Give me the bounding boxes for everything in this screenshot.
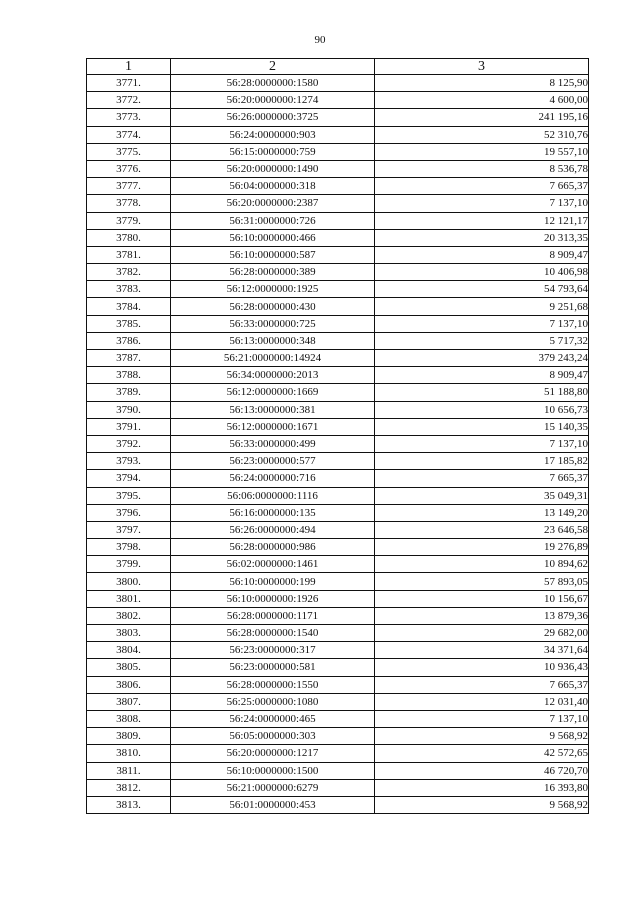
value-cell: 10 156,67 bbox=[375, 590, 589, 607]
row-number-cell: 3790. bbox=[87, 401, 171, 418]
row-number-cell: 3813. bbox=[87, 796, 171, 813]
value-cell: 23 646,58 bbox=[375, 521, 589, 538]
table-row bbox=[87, 92, 589, 109]
table-row bbox=[87, 109, 589, 126]
cadastral-number-cell: 56:28:0000000:1580 bbox=[171, 75, 375, 92]
table-row bbox=[87, 521, 589, 538]
cadastral-number-cell: 56:28:0000000:1540 bbox=[171, 625, 375, 642]
column-header-2: 2 bbox=[171, 59, 375, 75]
row-number-cell: 3794. bbox=[87, 470, 171, 487]
table-row bbox=[87, 470, 589, 487]
value-cell: 8 909,47 bbox=[375, 367, 589, 384]
value-cell: 19 276,89 bbox=[375, 539, 589, 556]
table-row bbox=[87, 762, 589, 779]
table-row bbox=[87, 590, 589, 607]
table-row bbox=[87, 693, 589, 710]
value-cell: 4 600,00 bbox=[375, 92, 589, 109]
row-number-cell: 3792. bbox=[87, 435, 171, 452]
cadastral-number-cell: 56:23:0000000:577 bbox=[171, 453, 375, 470]
table-row bbox=[87, 710, 589, 727]
cadastral-number-cell: 56:13:0000000:381 bbox=[171, 401, 375, 418]
value-cell: 54 793,64 bbox=[375, 281, 589, 298]
row-number-cell: 3803. bbox=[87, 625, 171, 642]
cadastral-number-cell: 56:33:0000000:499 bbox=[171, 435, 375, 452]
row-number-cell: 3785. bbox=[87, 315, 171, 332]
value-cell: 7 665,37 bbox=[375, 470, 589, 487]
cadastral-number-cell: 56:04:0000000:318 bbox=[171, 178, 375, 195]
table-row bbox=[87, 212, 589, 229]
row-number-cell: 3788. bbox=[87, 367, 171, 384]
value-cell: 12 031,40 bbox=[375, 693, 589, 710]
row-number-cell: 3778. bbox=[87, 195, 171, 212]
value-cell: 8 125,90 bbox=[375, 75, 589, 92]
value-cell: 51 188,80 bbox=[375, 384, 589, 401]
cadastral-number-cell: 56:10:0000000:199 bbox=[171, 573, 375, 590]
cadastral-number-cell: 56:21:0000000:6279 bbox=[171, 779, 375, 796]
table-row bbox=[87, 384, 589, 401]
table-row bbox=[87, 539, 589, 556]
column-header-1: 1 bbox=[87, 59, 171, 75]
value-cell: 7 665,37 bbox=[375, 178, 589, 195]
row-number-cell: 3784. bbox=[87, 298, 171, 315]
table-row bbox=[87, 264, 589, 281]
row-number-cell: 3774. bbox=[87, 126, 171, 143]
table-row bbox=[87, 367, 589, 384]
cadastral-number-cell: 56:25:0000000:1080 bbox=[171, 693, 375, 710]
row-number-cell: 3801. bbox=[87, 590, 171, 607]
value-cell: 46 720,70 bbox=[375, 762, 589, 779]
cadastral-number-cell: 56:28:0000000:1550 bbox=[171, 676, 375, 693]
value-cell: 10 656,73 bbox=[375, 401, 589, 418]
table-row bbox=[87, 143, 589, 160]
row-number-cell: 3810. bbox=[87, 745, 171, 762]
table-row bbox=[87, 607, 589, 624]
value-cell: 12 121,17 bbox=[375, 212, 589, 229]
table-row bbox=[87, 435, 589, 452]
cadastral-number-cell: 56:20:0000000:2387 bbox=[171, 195, 375, 212]
value-cell: 7 137,10 bbox=[375, 195, 589, 212]
value-cell: 9 251,68 bbox=[375, 298, 589, 315]
cadastral-number-cell: 56:28:0000000:986 bbox=[171, 539, 375, 556]
cadastral-number-cell: 56:10:0000000:1500 bbox=[171, 762, 375, 779]
row-number-cell: 3775. bbox=[87, 143, 171, 160]
table-row bbox=[87, 75, 589, 92]
table-row bbox=[87, 659, 589, 676]
row-number-cell: 3812. bbox=[87, 779, 171, 796]
table-row bbox=[87, 126, 589, 143]
cadastral-number-cell: 56:10:0000000:466 bbox=[171, 229, 375, 246]
row-number-cell: 3806. bbox=[87, 676, 171, 693]
table-row bbox=[87, 625, 589, 642]
table-row bbox=[87, 676, 589, 693]
row-number-cell: 3777. bbox=[87, 178, 171, 195]
cadastral-number-cell: 56:20:0000000:1490 bbox=[171, 160, 375, 177]
row-number-cell: 3782. bbox=[87, 264, 171, 281]
row-number-cell: 3796. bbox=[87, 504, 171, 521]
row-number-cell: 3776. bbox=[87, 160, 171, 177]
data-table bbox=[86, 58, 589, 814]
value-cell: 34 371,64 bbox=[375, 642, 589, 659]
row-number-cell: 3809. bbox=[87, 728, 171, 745]
cadastral-number-cell: 56:31:0000000:726 bbox=[171, 212, 375, 229]
table-row bbox=[87, 315, 589, 332]
cadastral-number-cell: 56:05:0000000:303 bbox=[171, 728, 375, 745]
row-number-cell: 3798. bbox=[87, 539, 171, 556]
row-number-cell: 3795. bbox=[87, 487, 171, 504]
cadastral-number-cell: 56:24:0000000:903 bbox=[171, 126, 375, 143]
value-cell: 10 406,98 bbox=[375, 264, 589, 281]
cadastral-number-cell: 56:13:0000000:348 bbox=[171, 332, 375, 349]
value-cell: 10 894,62 bbox=[375, 556, 589, 573]
cadastral-number-cell: 56:28:0000000:389 bbox=[171, 264, 375, 281]
table-row bbox=[87, 796, 589, 813]
value-cell: 9 568,92 bbox=[375, 796, 589, 813]
cadastral-number-cell: 56:26:0000000:3725 bbox=[171, 109, 375, 126]
value-cell: 42 572,65 bbox=[375, 745, 589, 762]
table-body bbox=[87, 75, 589, 814]
row-number-cell: 3779. bbox=[87, 212, 171, 229]
cadastral-number-cell: 56:26:0000000:494 bbox=[171, 521, 375, 538]
cadastral-number-cell: 56:02:0000000:1461 bbox=[171, 556, 375, 573]
row-number-cell: 3781. bbox=[87, 246, 171, 263]
row-number-cell: 3802. bbox=[87, 607, 171, 624]
cadastral-number-cell: 56:24:0000000:716 bbox=[171, 470, 375, 487]
value-cell: 15 140,35 bbox=[375, 418, 589, 435]
cadastral-number-cell: 56:10:0000000:1926 bbox=[171, 590, 375, 607]
value-cell: 8 909,47 bbox=[375, 246, 589, 263]
row-number-cell: 3793. bbox=[87, 453, 171, 470]
table-row bbox=[87, 178, 589, 195]
value-cell: 20 313,35 bbox=[375, 229, 589, 246]
value-cell: 241 195,16 bbox=[375, 109, 589, 126]
table-row bbox=[87, 281, 589, 298]
row-number-cell: 3787. bbox=[87, 350, 171, 367]
cadastral-number-cell: 56:20:0000000:1274 bbox=[171, 92, 375, 109]
cadastral-number-cell: 56:24:0000000:465 bbox=[171, 710, 375, 727]
value-cell: 9 568,92 bbox=[375, 728, 589, 745]
value-cell: 17 185,82 bbox=[375, 453, 589, 470]
row-number-cell: 3789. bbox=[87, 384, 171, 401]
row-number-cell: 3804. bbox=[87, 642, 171, 659]
value-cell: 7 137,10 bbox=[375, 435, 589, 452]
table-row bbox=[87, 504, 589, 521]
value-cell: 13 879,36 bbox=[375, 607, 589, 624]
row-number-cell: 3791. bbox=[87, 418, 171, 435]
cadastral-number-cell: 56:01:0000000:453 bbox=[171, 796, 375, 813]
table-row bbox=[87, 453, 589, 470]
table-row bbox=[87, 160, 589, 177]
cadastral-number-cell: 56:28:0000000:1171 bbox=[171, 607, 375, 624]
row-number-cell: 3807. bbox=[87, 693, 171, 710]
value-cell: 35 049,31 bbox=[375, 487, 589, 504]
row-number-cell: 3799. bbox=[87, 556, 171, 573]
value-cell: 13 149,20 bbox=[375, 504, 589, 521]
value-cell: 379 243,24 bbox=[375, 350, 589, 367]
column-header-3: 3 bbox=[375, 59, 589, 75]
row-number-cell: 3773. bbox=[87, 109, 171, 126]
table-row bbox=[87, 573, 589, 590]
row-number-cell: 3805. bbox=[87, 659, 171, 676]
value-cell: 5 717,32 bbox=[375, 332, 589, 349]
cadastral-number-cell: 56:06:0000000:1116 bbox=[171, 487, 375, 504]
cadastral-number-cell: 56:15:0000000:759 bbox=[171, 143, 375, 160]
table-row bbox=[87, 745, 589, 762]
cadastral-number-cell: 56:23:0000000:317 bbox=[171, 642, 375, 659]
value-cell: 52 310,76 bbox=[375, 126, 589, 143]
row-number-cell: 3786. bbox=[87, 332, 171, 349]
table-row bbox=[87, 298, 589, 315]
table-header-row bbox=[87, 59, 589, 75]
value-cell: 7 137,10 bbox=[375, 315, 589, 332]
table-row bbox=[87, 229, 589, 246]
row-number-cell: 3780. bbox=[87, 229, 171, 246]
cadastral-number-cell: 56:12:0000000:1925 bbox=[171, 281, 375, 298]
cadastral-number-cell: 56:21:0000000:14924 bbox=[171, 350, 375, 367]
table-row bbox=[87, 350, 589, 367]
cadastral-number-cell: 56:28:0000000:430 bbox=[171, 298, 375, 315]
cadastral-number-cell: 56:12:0000000:1671 bbox=[171, 418, 375, 435]
value-cell: 7 665,37 bbox=[375, 676, 589, 693]
row-number-cell: 3800. bbox=[87, 573, 171, 590]
table-row bbox=[87, 418, 589, 435]
cadastral-number-cell: 56:10:0000000:587 bbox=[171, 246, 375, 263]
value-cell: 16 393,80 bbox=[375, 779, 589, 796]
row-number-cell: 3772. bbox=[87, 92, 171, 109]
cadastral-number-cell: 56:34:0000000:2013 bbox=[171, 367, 375, 384]
row-number-cell: 3797. bbox=[87, 521, 171, 538]
row-number-cell: 3808. bbox=[87, 710, 171, 727]
cadastral-number-cell: 56:12:0000000:1669 bbox=[171, 384, 375, 401]
row-number-cell: 3771. bbox=[87, 75, 171, 92]
table-row bbox=[87, 487, 589, 504]
value-cell: 19 557,10 bbox=[375, 143, 589, 160]
cadastral-number-cell: 56:16:0000000:135 bbox=[171, 504, 375, 521]
table-row bbox=[87, 332, 589, 349]
table-row bbox=[87, 728, 589, 745]
row-number-cell: 3811. bbox=[87, 762, 171, 779]
value-cell: 7 137,10 bbox=[375, 710, 589, 727]
cadastral-number-cell: 56:23:0000000:581 bbox=[171, 659, 375, 676]
table-row bbox=[87, 246, 589, 263]
cadastral-number-cell: 56:33:0000000:725 bbox=[171, 315, 375, 332]
value-cell: 10 936,43 bbox=[375, 659, 589, 676]
table-row bbox=[87, 642, 589, 659]
value-cell: 57 893,05 bbox=[375, 573, 589, 590]
value-cell: 8 536,78 bbox=[375, 160, 589, 177]
table-row bbox=[87, 779, 589, 796]
cadastral-number-cell: 56:20:0000000:1217 bbox=[171, 745, 375, 762]
table-row bbox=[87, 401, 589, 418]
page-number: 90 bbox=[314, 34, 326, 46]
table-row bbox=[87, 556, 589, 573]
table-row bbox=[87, 195, 589, 212]
row-number-cell: 3783. bbox=[87, 281, 171, 298]
value-cell: 29 682,00 bbox=[375, 625, 589, 642]
